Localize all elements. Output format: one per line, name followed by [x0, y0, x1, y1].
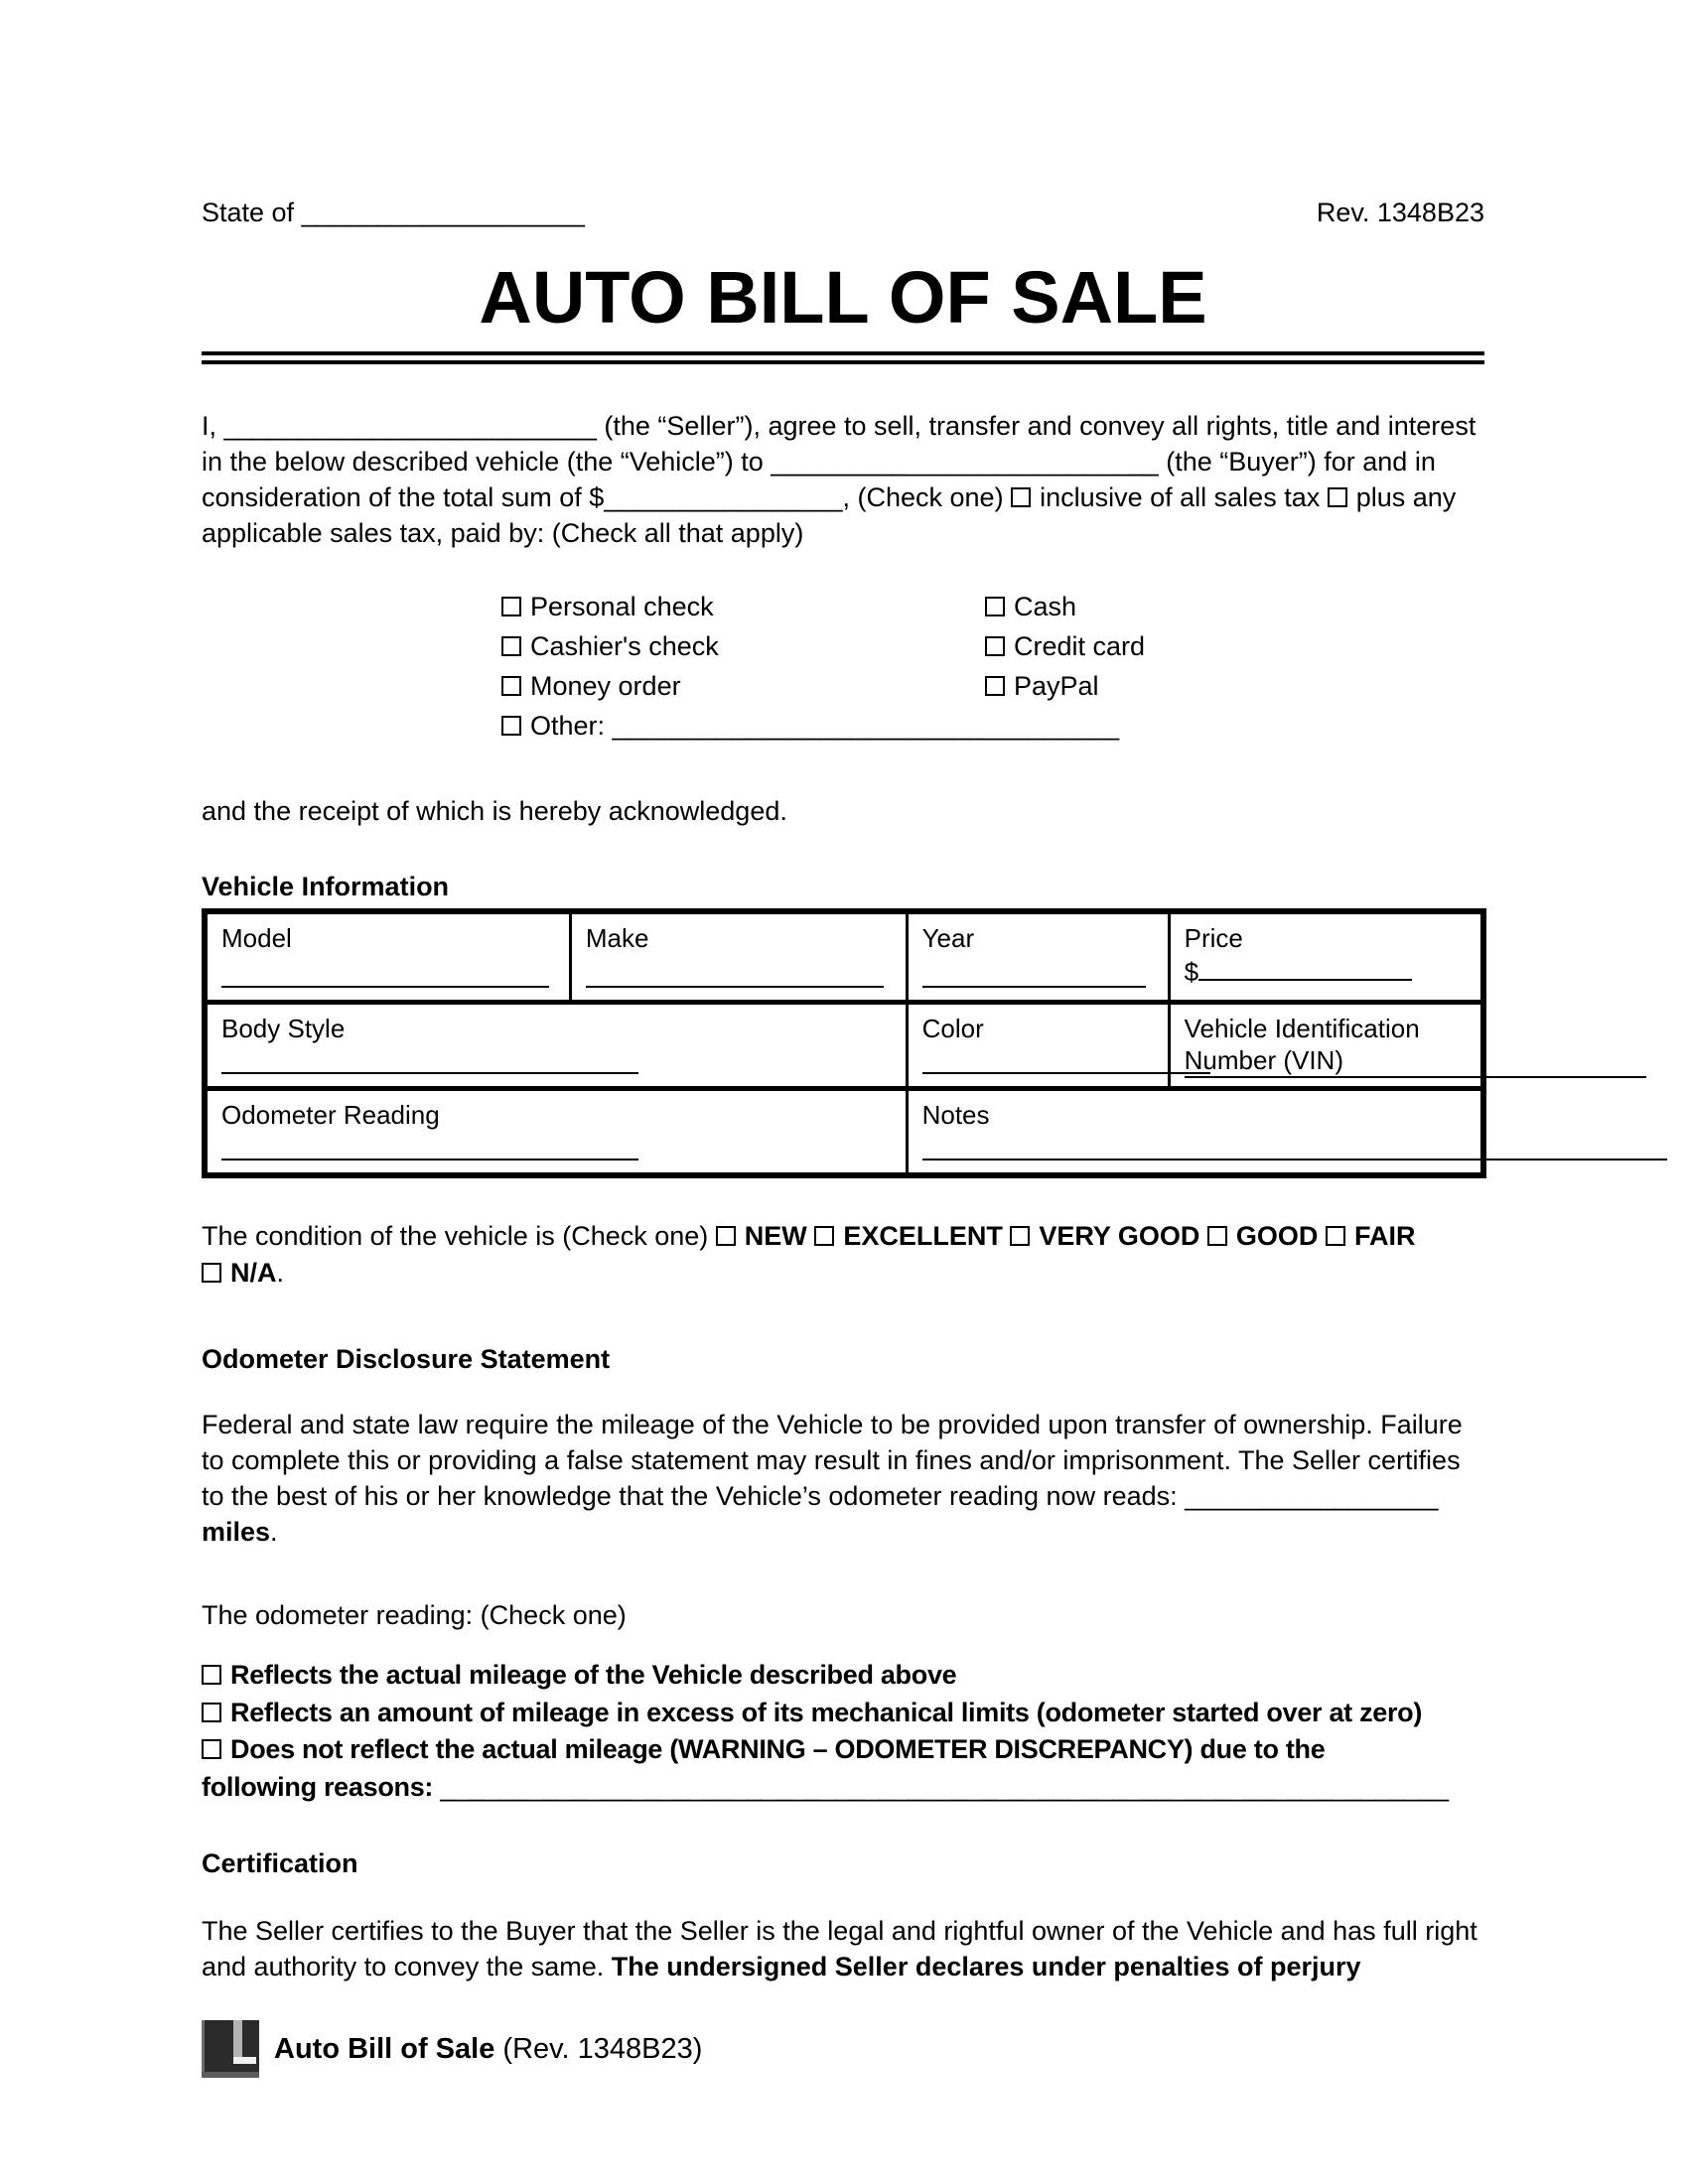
condition-paragraph — [202, 1218, 1484, 1292]
color-cell — [907, 1003, 1169, 1089]
odometer-disclosure-heading: Odometer Disclosure Statement — [202, 1344, 611, 1374]
vehicle-info-heading: Vehicle Information — [202, 872, 450, 901]
condition-option-new — [716, 1221, 807, 1251]
actual-mileage-label: Reflects the actual mileage of the Vehicle described above — [230, 1660, 957, 1690]
cashiers-check-label: Cashier's check — [530, 631, 719, 661]
make-label: Make — [585, 923, 649, 953]
odometer-cell — [205, 1089, 907, 1176]
checkbox-new[interactable] — [716, 1226, 736, 1246]
following-reasons-label: following reasons: — [202, 1771, 434, 1802]
condition-option-very-good — [1010, 1221, 1199, 1251]
body-style-label: Body Style — [221, 1014, 346, 1043]
checkbox-good[interactable] — [1207, 1226, 1227, 1246]
notes-blank-line[interactable] — [922, 1157, 1667, 1160]
footer-revision: (Rev. 1348B23) — [502, 2033, 703, 2065]
checkbox-paypal[interactable] — [985, 676, 1005, 696]
payment-option-personal-check — [501, 587, 985, 626]
money-order-label: Money order — [530, 671, 681, 701]
very-good-label: VERY GOOD — [1039, 1221, 1200, 1251]
body-style-cell — [205, 1003, 907, 1089]
good-label: GOOD — [1235, 1221, 1319, 1251]
payment-option-other — [501, 706, 1484, 746]
payment-option-money-order — [501, 666, 985, 706]
vehicle-info-table — [202, 908, 1486, 1178]
payment-option-paypal — [985, 666, 1484, 706]
checkbox-cash[interactable] — [985, 597, 1005, 616]
state-of-line[interactable]: State of ___________________ — [202, 198, 585, 227]
condition-option-good — [1207, 1221, 1319, 1251]
na-label: N/A — [230, 1258, 277, 1288]
checkbox-odometer-discrepancy[interactable] — [202, 1739, 221, 1759]
odometer-reading-label: Odometer Reading — [221, 1100, 440, 1130]
payment-option-cashiers-check — [501, 626, 985, 666]
reasons-blank-line[interactable]: _____________________________________________________________________ — [440, 1771, 1449, 1802]
intro-lead-text: I, _________________________ (the “Seller”), agree to sell, transfer and convey all rights, title and interest in the below described vehicle (the “Vehicle”) to __________________________ (the “Buyer”) for and in consideration of the total sum of $________________, (Check one) — [202, 411, 1477, 512]
model-blank-line[interactable] — [221, 984, 549, 988]
year-label: Year — [921, 923, 975, 953]
checkbox-inclusive-sales-tax[interactable] — [1011, 487, 1031, 507]
make-blank-line[interactable] — [586, 984, 884, 988]
inclusive-sales-tax-label: inclusive of all sales tax — [1040, 482, 1321, 512]
table-row — [205, 1089, 1483, 1176]
checkbox-other[interactable] — [501, 716, 521, 736]
payment-option-credit-card — [985, 626, 1484, 666]
price-cell — [1169, 911, 1483, 1003]
page-title: AUTO BILL OF SALE — [479, 256, 1207, 339]
vin-cell — [1169, 1003, 1483, 1089]
new-label: NEW — [744, 1221, 807, 1251]
checkbox-personal-check[interactable] — [501, 597, 521, 616]
footer-doc-title: Auto Bill of Sale — [274, 2033, 495, 2065]
legal-templates-logo-icon — [202, 2020, 259, 2078]
excess-mileage-label: Reflects an amount of mileage in excess of its mechanical limits (odometer started over at zero) — [230, 1697, 1423, 1727]
credit-card-label: Credit card — [1014, 631, 1146, 661]
certification-bold-text: The undersigned Seller declares under penalties of perjury — [611, 1952, 1361, 1981]
checkbox-na[interactable] — [202, 1263, 221, 1283]
checkbox-money-order[interactable] — [501, 676, 521, 696]
personal-check-label: Personal check — [530, 592, 714, 621]
certification-paragraph — [202, 1913, 1484, 1984]
fair-label: FAIR — [1353, 1221, 1416, 1251]
odometer-reading-prompt: The odometer reading: (Check one) — [202, 1600, 627, 1630]
receipt-acknowledgement: and the receipt of which is hereby acknowledged. — [202, 796, 787, 826]
intro-paragraph — [202, 408, 1484, 551]
odometer-disclosure-paragraph — [202, 1407, 1484, 1550]
discrepancy-label: Does not reflect the actual mileage (WARNING – ODOMETER DISCREPANCY) due to the — [230, 1734, 1326, 1764]
odometer-option-actual — [202, 1657, 1484, 1695]
checkbox-plus-sales-tax[interactable] — [1328, 487, 1347, 507]
odometer-option-excess — [202, 1695, 1484, 1732]
checkbox-very-good[interactable] — [1010, 1226, 1030, 1246]
year-blank-line[interactable] — [922, 984, 1146, 988]
table-row — [205, 911, 1483, 1003]
miles-label: miles — [202, 1517, 271, 1547]
payment-method-list — [501, 587, 1484, 746]
odometer-option-discrepancy — [202, 1731, 1484, 1806]
currency-symbol: $ — [1184, 957, 1199, 987]
odometer-body-text: Federal and state law require the mileage of the Vehicle to be provided upon transfer of ownership. Failure to complete this or providing a false statement may result in fines and/or imprisonment. The Seller certifies to the best of his or her knowledge that the Vehicle’s odometer reading now reads: _________________ — [202, 1410, 1463, 1511]
year-cell — [907, 911, 1169, 1003]
condition-option-na — [202, 1258, 277, 1288]
price-blank-line[interactable] — [1198, 977, 1412, 981]
odometer-options — [202, 1657, 1484, 1806]
condition-prefix: The condition of the vehicle is (Check one) — [202, 1221, 709, 1251]
price-value-line — [1185, 956, 1467, 988]
price-label: Price — [1184, 923, 1243, 953]
color-blank-line[interactable] — [922, 1070, 1210, 1074]
checkbox-credit-card[interactable] — [985, 636, 1005, 656]
footer-text — [274, 2031, 702, 2067]
payment-option-cash — [985, 587, 1484, 626]
vin-blank-line[interactable] — [1185, 1076, 1646, 1078]
excellent-label: EXCELLENT — [843, 1221, 1003, 1251]
revision-number: Rev. 1348B23 — [1316, 198, 1484, 227]
model-label: Model — [221, 923, 292, 953]
certification-heading: Certification — [202, 1848, 358, 1878]
color-label: Color — [921, 1014, 984, 1043]
notes-cell — [907, 1089, 1483, 1176]
certification-body-text: The Seller certifies to the Buyer that the Seller is the legal and rightful owner of the Vehicle and has full right and authority to convey the same. — [202, 1916, 1477, 1981]
table-row — [205, 1003, 1483, 1089]
other-blank-line[interactable]: __________________________________ — [612, 711, 1120, 741]
title-divider — [202, 351, 1484, 364]
model-cell — [205, 911, 570, 1003]
vin-label: Vehicle Identification Number (VIN) — [1184, 1014, 1420, 1075]
odometer-blank-line[interactable] — [221, 1157, 638, 1160]
condition-option-fair — [1326, 1221, 1416, 1251]
checkbox-excess-mileage[interactable] — [202, 1703, 221, 1722]
checkbox-actual-mileage[interactable] — [202, 1665, 221, 1685]
notes-label: Notes — [921, 1100, 990, 1130]
make-cell — [570, 911, 907, 1003]
checkbox-excellent[interactable] — [814, 1226, 834, 1246]
cash-label: Cash — [1014, 592, 1077, 621]
checkbox-fair[interactable] — [1326, 1226, 1345, 1246]
body-style-blank-line[interactable] — [221, 1070, 638, 1074]
condition-terminator: . — [276, 1258, 285, 1288]
plus-sales-tax-label: plus any applicable sales tax, paid by: (Check all that apply) — [202, 482, 1457, 548]
paypal-label: PayPal — [1014, 671, 1099, 701]
miles-period: . — [270, 1517, 278, 1547]
checkbox-cashiers-check[interactable] — [501, 636, 521, 656]
document-header — [202, 195, 1484, 230]
other-label: Other: — [530, 711, 606, 741]
document-footer — [202, 2020, 1484, 2078]
condition-option-excellent — [814, 1221, 1003, 1251]
